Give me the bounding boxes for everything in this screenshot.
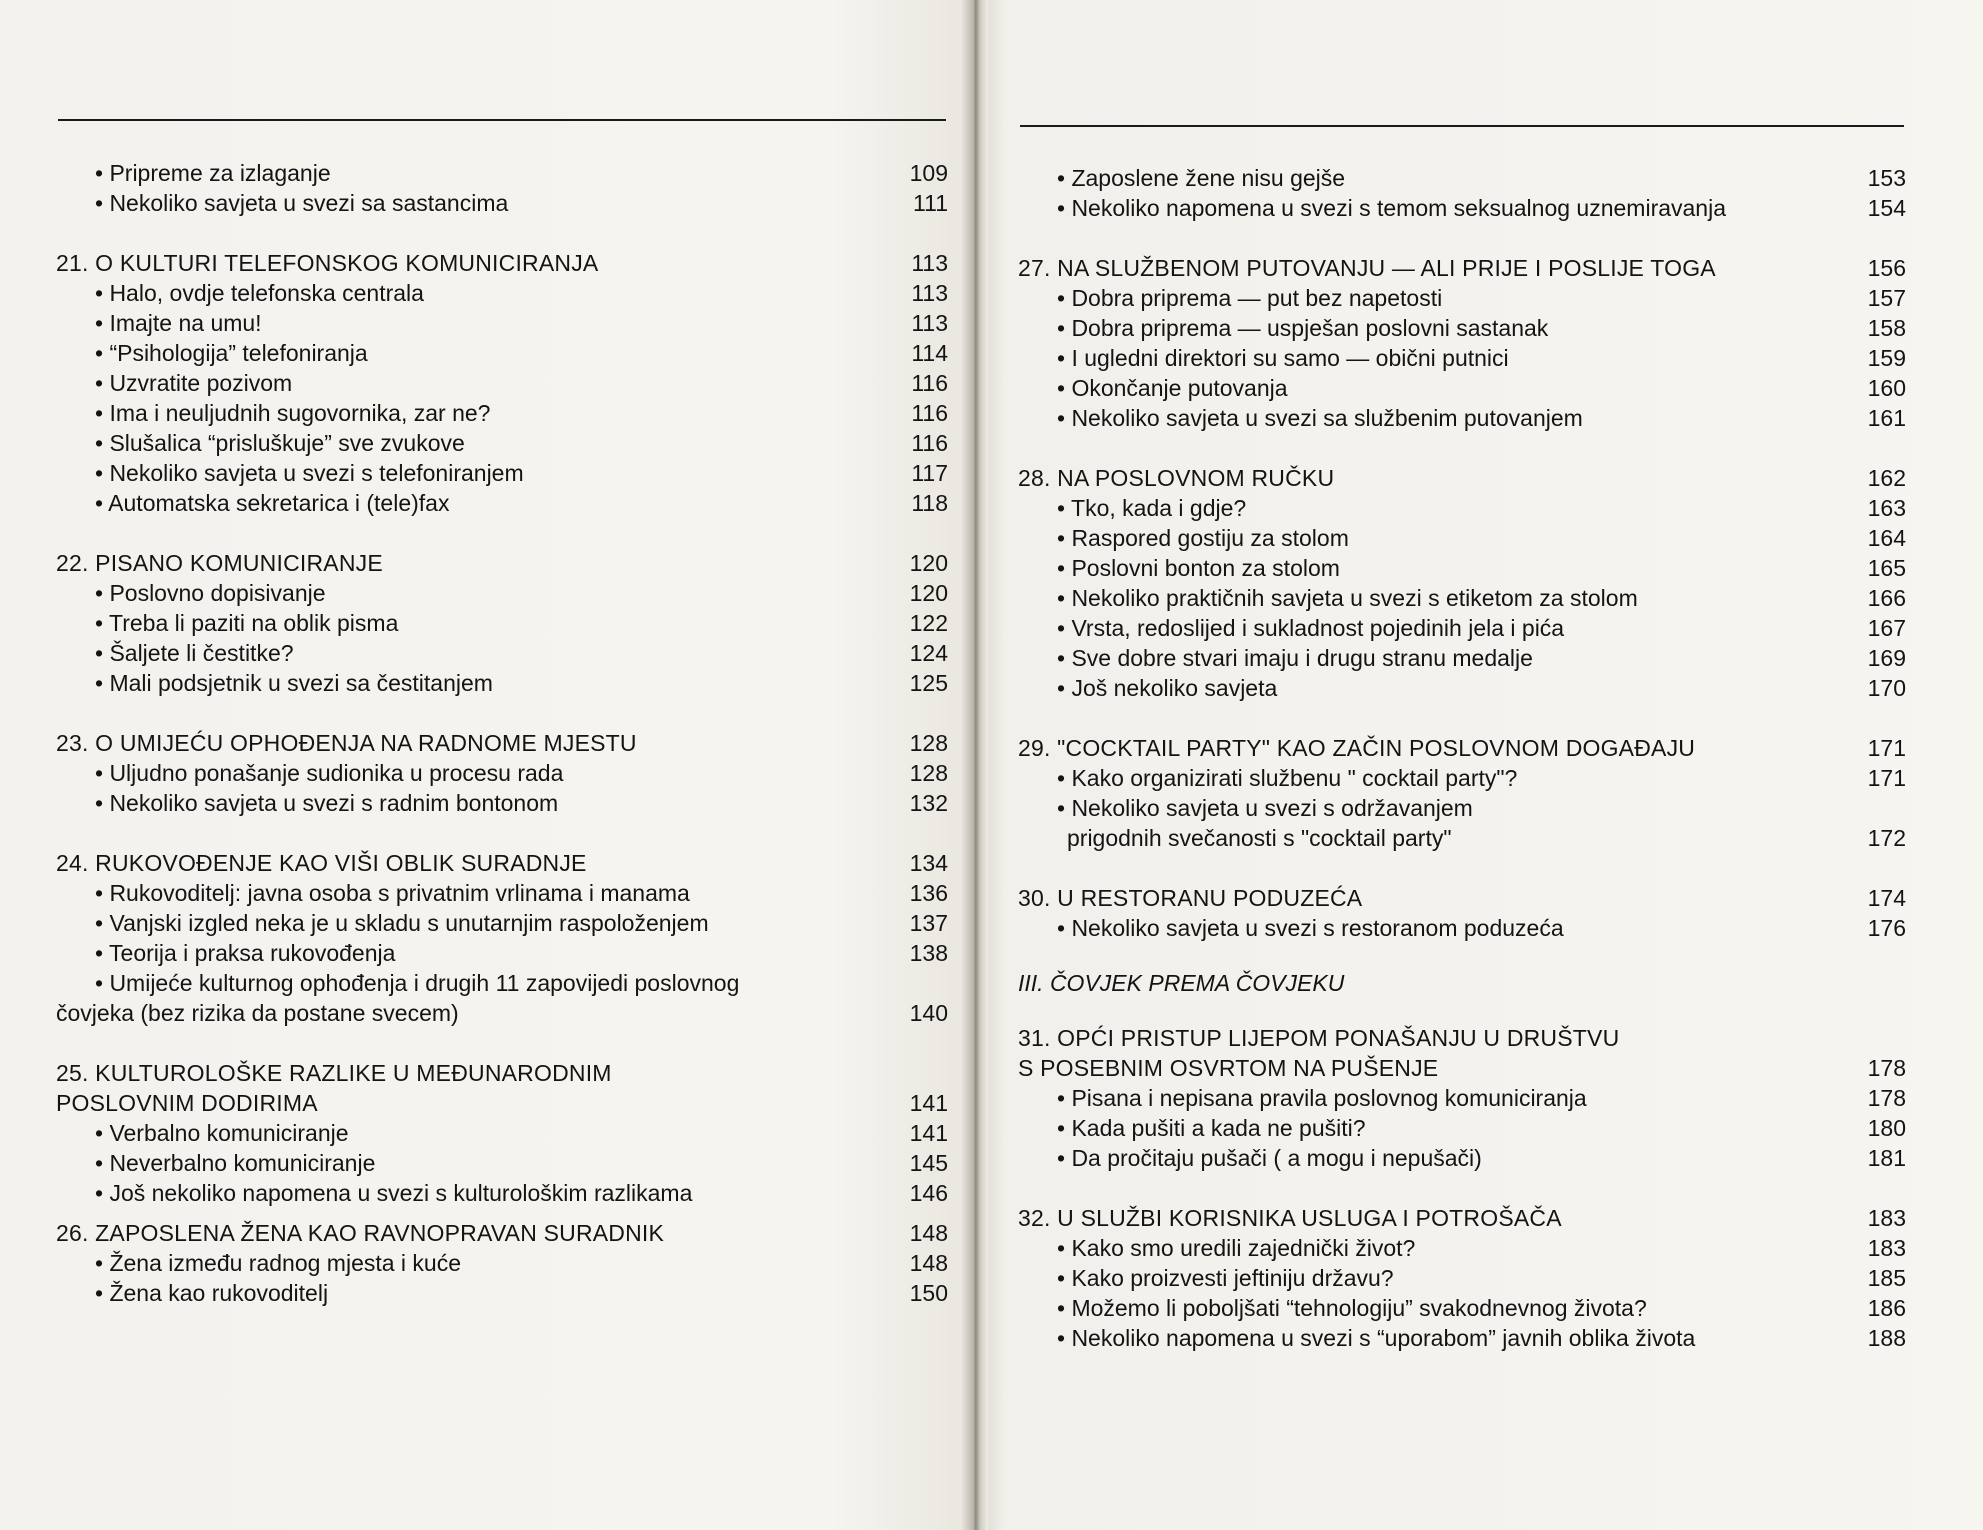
toc-entry-page-number: 116 (911, 370, 948, 396)
toc-entry-page-number: 111 (913, 190, 948, 216)
toc-entry-title: • Još nekoliko napomena u svezi s kulturološkim razlikama (95, 1180, 693, 1206)
toc-entry (1018, 373, 1906, 403)
toc-entry-title: • Slušalica “prisluškuje” sve zvukove (95, 430, 465, 456)
toc-entry-page-number: 163 (1867, 495, 1906, 521)
toc-entry-title: • Dobra priprema — put bez napetosti (1057, 285, 1443, 311)
toc-entry-page-number: 180 (1867, 1115, 1906, 1141)
toc-entry-title: • Kada pušiti a kada ne pušiti? (1057, 1115, 1366, 1141)
toc-entry-title: • Nekoliko savjeta u svezi s restoranom poduzeća (1057, 915, 1564, 941)
toc-entry-page-number: 174 (1867, 885, 1906, 911)
toc-entry-page-number: 146 (909, 1180, 948, 1206)
toc-entry-title: • Raspored gostiju za stolom (1057, 525, 1349, 551)
toc-entry (1018, 403, 1906, 433)
toc-entry-page-number: 160 (1867, 375, 1906, 401)
toc-entry (1018, 1263, 1906, 1293)
toc-entry (56, 908, 948, 938)
toc-entry-title: • Sve dobre stvari imaju i drugu stranu medalje (1057, 645, 1533, 671)
toc-entry-page-number: 141 (909, 1090, 948, 1116)
toc-chapter-entry (56, 1088, 948, 1118)
toc-entry (56, 308, 948, 338)
toc-entry (56, 338, 948, 368)
toc-entry-page-number: 166 (1867, 585, 1906, 611)
toc-entry-page-number: 172 (1867, 825, 1906, 851)
toc-entry-title: • Nekoliko praktičnih savjeta u svezi s etiketom za stolom (1057, 585, 1638, 611)
toc-entry-title: • Imajte na umu! (95, 310, 262, 336)
toc-entry-title: • Treba li paziti na oblik pisma (95, 610, 399, 636)
toc-entry-page-number: 148 (909, 1250, 948, 1276)
toc-entry-title: • Halo, ovdje telefonska centrala (95, 280, 424, 306)
toc-entry-title: • Šaljete li čestitke? (95, 640, 294, 666)
toc-entry (1018, 1143, 1906, 1173)
toc-entry (56, 1148, 948, 1178)
toc-entry (56, 158, 948, 188)
toc-entry-title: 30. U RESTORANU PODUZEĆA (1018, 885, 1363, 911)
toc-entry-page-number: 164 (1867, 525, 1906, 551)
toc-entry (1018, 193, 1906, 223)
toc-entry (56, 488, 948, 518)
toc-part-heading (1018, 968, 1906, 998)
toc-entry-page-number: 145 (909, 1150, 948, 1176)
toc-entry (1018, 553, 1906, 583)
toc-chapter-entry (1018, 733, 1906, 763)
toc-entry-page-number: 138 (909, 940, 948, 966)
toc-entry-page-number: 157 (1867, 285, 1906, 311)
toc-entry-page-number: 122 (909, 610, 948, 636)
toc-entry (56, 188, 948, 218)
toc-entry (1018, 1083, 1906, 1113)
toc-entry-page-number: 159 (1867, 345, 1906, 371)
toc-entry-page-number: 176 (1867, 915, 1906, 941)
toc-entry-title: • Verbalno komuniciranje (95, 1120, 349, 1146)
toc-entry-title: • Nekoliko savjeta u svezi s održavanjem (1057, 795, 1473, 821)
toc-entry-title: • Žena između radnog mjesta i kuće (95, 1250, 462, 1276)
toc-entry (56, 788, 948, 818)
toc-entry-title: • Rukovoditelj: javna osoba s privatnim vrlinama i manama (95, 880, 690, 906)
toc-chapter-entry (1018, 253, 1906, 283)
toc-entry-title: 31. OPĆI PRISTUP LIJEPOM PONAŠANJU U DRUŠTVU (1018, 1025, 1620, 1051)
toc-entry (1018, 343, 1906, 373)
toc-entry-page-number: 113 (911, 310, 948, 336)
toc-entry-page-number: 136 (909, 880, 948, 906)
toc-entry-page-number: 134 (909, 850, 948, 876)
toc-entry-page-number: 128 (909, 730, 948, 756)
toc-entry (56, 458, 948, 488)
toc-entry-title: • “Psihologija” telefoniranja (95, 340, 368, 366)
toc-entry-title: • Automatska sekretarica i (tele)fax (95, 490, 450, 516)
toc-entry-title: • Poslovno dopisivanje (95, 580, 326, 606)
toc-entry (56, 1178, 948, 1208)
toc-entry-title: • Tko, kada i gdje? (1057, 495, 1247, 521)
toc-entry (1018, 1293, 1906, 1323)
toc-entry (56, 1278, 948, 1308)
toc-entry-title: • Nekoliko savjeta u svezi sa službenim putovanjem (1057, 405, 1583, 431)
toc-entry (56, 608, 948, 638)
toc-entry-title: 24. RUKOVOĐENJE KAO VIŠI OBLIK SURADNJE (56, 850, 587, 876)
toc-entry-page-number: 116 (911, 400, 948, 426)
toc-entry-page-number: 183 (1867, 1205, 1906, 1231)
toc-entry (56, 758, 948, 788)
toc-entry-page-number: 170 (1867, 675, 1906, 701)
toc-entry-page-number: 128 (909, 760, 948, 786)
toc-chapter-entry (56, 548, 948, 578)
toc-entry-page-number: 137 (909, 910, 948, 936)
toc-entry (56, 428, 948, 458)
toc-entry-title: 27. NA SLUŽBENOM PUTOVANJU — ALI PRIJE I POSLIJE TOGA (1018, 255, 1716, 281)
toc-entry-page-number: 186 (1867, 1295, 1906, 1321)
toc-entry-title: • Mali podsjetnik u svezi sa čestitanjem (95, 670, 493, 696)
toc-entry (1018, 313, 1906, 343)
toc-entry-title: • Kako organizirati službenu " cocktail party"? (1057, 765, 1518, 791)
toc-entry-title: • I ugledni direktori su samo — obični putnici (1057, 345, 1509, 371)
toc-chapter-entry (56, 848, 948, 878)
toc-entry (1018, 583, 1906, 613)
toc-entry (1018, 763, 1906, 793)
toc-entry-title: • Vrsta, redoslijed i sukladnost pojedinih jela i pića (1057, 615, 1565, 641)
toc-entry-page-number: 154 (1867, 195, 1906, 221)
toc-entry-title: • Ima i neuljudnih sugovornika, zar ne? (95, 400, 491, 426)
toc-entry-page-number: 141 (909, 1120, 948, 1146)
toc-entry-title: POSLOVNIM DODIRIMA (56, 1090, 318, 1116)
toc-entry-title: S POSEBNIM OSVRTOM NA PUŠENJE (1018, 1055, 1439, 1081)
toc-entry-page-number: 156 (1867, 255, 1906, 281)
toc-entry-page-number: 140 (909, 1000, 948, 1026)
toc-entry-title: • Da pročitaju pušači ( a mogu i nepušači) (1057, 1145, 1482, 1171)
toc-entry-page-number: 181 (1867, 1145, 1906, 1171)
toc-entry (1018, 793, 1906, 823)
toc-entry-title: • Zaposlene žene nisu gejše (1057, 165, 1346, 191)
toc-entry-title: • Uljudno ponašanje sudionika u procesu rada (95, 760, 564, 786)
toc-entry-page-number: 153 (1867, 165, 1906, 191)
toc-entry (56, 668, 948, 698)
toc-entry-title: III. ČOVJEK PREMA ČOVJEKU (1018, 970, 1345, 996)
toc-entry-title: 29. "COCKTAIL PARTY" KAO ZAČIN POSLOVNOM DOGAĐAJU (1018, 735, 1696, 761)
toc-entry-page-number: 117 (911, 460, 948, 486)
toc-entry-page-number: 185 (1867, 1265, 1906, 1291)
toc-entry (1018, 823, 1906, 853)
toc-entry-title: 32. U SLUŽBI KORISNIKA USLUGA I POTROŠAČA (1018, 1205, 1562, 1231)
toc-entry (56, 968, 948, 998)
book-spine (962, 0, 988, 1530)
toc-entry-title: • Neverbalno komuniciranje (95, 1150, 376, 1176)
toc-chapter-entry (56, 1218, 948, 1248)
toc-entry (56, 1118, 948, 1148)
toc-entry-page-number: 178 (1867, 1085, 1906, 1111)
toc-entry-page-number: 120 (909, 550, 948, 576)
toc-chapter-entry (1018, 883, 1906, 913)
left-header-rule (58, 119, 946, 121)
toc-entry (1018, 643, 1906, 673)
toc-entry (56, 938, 948, 968)
toc-entry-page-number: 132 (909, 790, 948, 816)
toc-entry-page-number: 113 (911, 250, 948, 276)
toc-entry-page-number: 113 (911, 280, 948, 306)
toc-chapter-entry (1018, 1203, 1906, 1233)
toc-entry-title: 22. PISANO KOMUNICIRANJE (56, 550, 383, 576)
toc-entry-page-number: 150 (909, 1280, 948, 1306)
toc-entry-page-number: 169 (1867, 645, 1906, 671)
toc-chapter-entry (1018, 1053, 1906, 1083)
toc-entry-title: • Kako proizvesti jeftiniju državu? (1057, 1265, 1394, 1291)
toc-entry-title: 25. KULTUROLOŠKE RAZLIKE U MEĐUNARODNIM (56, 1060, 612, 1086)
toc-entry (56, 398, 948, 428)
toc-entry-title: • Žena kao rukovoditelj (95, 1280, 329, 1306)
toc-entry (56, 878, 948, 908)
toc-entry (56, 368, 948, 398)
toc-entry (1018, 493, 1906, 523)
toc-entry-title: • Teorija i praksa rukovođenja (95, 940, 396, 966)
toc-entry-page-number: 116 (911, 430, 948, 456)
toc-entry-title: • Još nekoliko savjeta (1057, 675, 1278, 701)
toc-entry-title: 21. O KULTURI TELEFONSKOG KOMUNICIRANJA (56, 250, 599, 276)
toc-entry-page-number: 158 (1867, 315, 1906, 341)
toc-entry (1018, 1233, 1906, 1263)
toc-entry-page-number: 183 (1867, 1235, 1906, 1261)
toc-entry-title: • Nekoliko savjeta u svezi s telefoniranjem (95, 460, 524, 486)
toc-entry-page-number: 165 (1867, 555, 1906, 581)
toc-entry (56, 578, 948, 608)
toc-entry (56, 1248, 948, 1278)
toc-entry-page-number: 188 (1867, 1325, 1906, 1351)
toc-entry-title: • Okončanje putovanja (1057, 375, 1288, 401)
toc-entry (1018, 673, 1906, 703)
toc-entry-page-number: 118 (911, 490, 948, 516)
toc-entry-title: 28. NA POSLOVNOM RUČKU (1018, 465, 1335, 491)
toc-entry (1018, 613, 1906, 643)
toc-entry-title: • Vanjski izgled neka je u skladu s unutarnjim raspoloženjem (95, 910, 709, 936)
toc-entry-title: • Dobra priprema — uspješan poslovni sastanak (1057, 315, 1549, 341)
toc-entry-page-number: 162 (1867, 465, 1906, 491)
toc-entry-page-number: 124 (909, 640, 948, 666)
toc-entry-page-number: 125 (909, 670, 948, 696)
toc-entry-title: • Pripreme za izlaganje (95, 160, 331, 186)
toc-entry-title: • Pisana i nepisana pravila poslovnog komuniciranja (1057, 1085, 1587, 1111)
toc-entry-title: • Uzvratite pozivom (95, 370, 293, 396)
toc-chapter-entry (1018, 1023, 1906, 1053)
toc-entry-page-number: 161 (1867, 405, 1906, 431)
toc-entry-title: • Nekoliko napomena u svezi s temom seksualnog uznemiravanja (1057, 195, 1726, 221)
toc-entry-page-number: 167 (1867, 615, 1906, 641)
toc-chapter-entry (1018, 463, 1906, 493)
toc-entry (1018, 1113, 1906, 1143)
toc-entry-page-number: 120 (909, 580, 948, 606)
toc-entry (56, 278, 948, 308)
toc-entry-title: čovjeka (bez rizika da postane svecem) (56, 1000, 459, 1026)
toc-entry (1018, 283, 1906, 313)
toc-chapter-entry (56, 248, 948, 278)
toc-entry-page-number: 171 (1867, 765, 1906, 791)
toc-entry (1018, 1323, 1906, 1353)
toc-entry-title: • Umijeće kulturnog ophođenja i drugih 11 zapovijedi poslovnog (95, 970, 740, 996)
toc-entry (56, 638, 948, 668)
toc-entry (1018, 163, 1906, 193)
toc-entry-page-number: 148 (909, 1220, 948, 1246)
toc-entry-page-number: 114 (911, 340, 948, 366)
toc-chapter-entry (56, 728, 948, 758)
toc-entry-title: • Poslovni bonton za stolom (1057, 555, 1340, 581)
toc-entry (1018, 523, 1906, 553)
toc-entry-title: 26. ZAPOSLENA ŽENA KAO RAVNOPRAVAN SURADNIK (56, 1220, 665, 1246)
toc-entry-title: • Možemo li poboljšati “tehnologiju” svakodnevnog života? (1057, 1295, 1647, 1321)
toc-entry (1018, 913, 1906, 943)
toc-entry-title: • Nekoliko savjeta u svezi sa sastancima (95, 190, 509, 216)
toc-entry-page-number: 171 (1867, 735, 1906, 761)
toc-entry-title: • Nekoliko savjeta u svezi s radnim bontonom (95, 790, 559, 816)
toc-entry (56, 998, 948, 1028)
toc-entry-title: 23. O UMIJEĆU OPHOĐENJA NA RADNOME MJESTU (56, 730, 637, 756)
toc-entry-title: • Nekoliko napomena u svezi s “uporabom” javnih oblika života (1057, 1325, 1696, 1351)
toc-entry-page-number: 178 (1867, 1055, 1906, 1081)
toc-entry-title: prigodnih svečanosti s "cocktail party" (1067, 825, 1452, 851)
toc-chapter-entry (56, 1058, 948, 1088)
toc-entry-title: • Kako smo uredili zajednički život? (1057, 1235, 1416, 1261)
right-header-rule (1020, 125, 1904, 127)
toc-entry-page-number: 109 (909, 160, 948, 186)
